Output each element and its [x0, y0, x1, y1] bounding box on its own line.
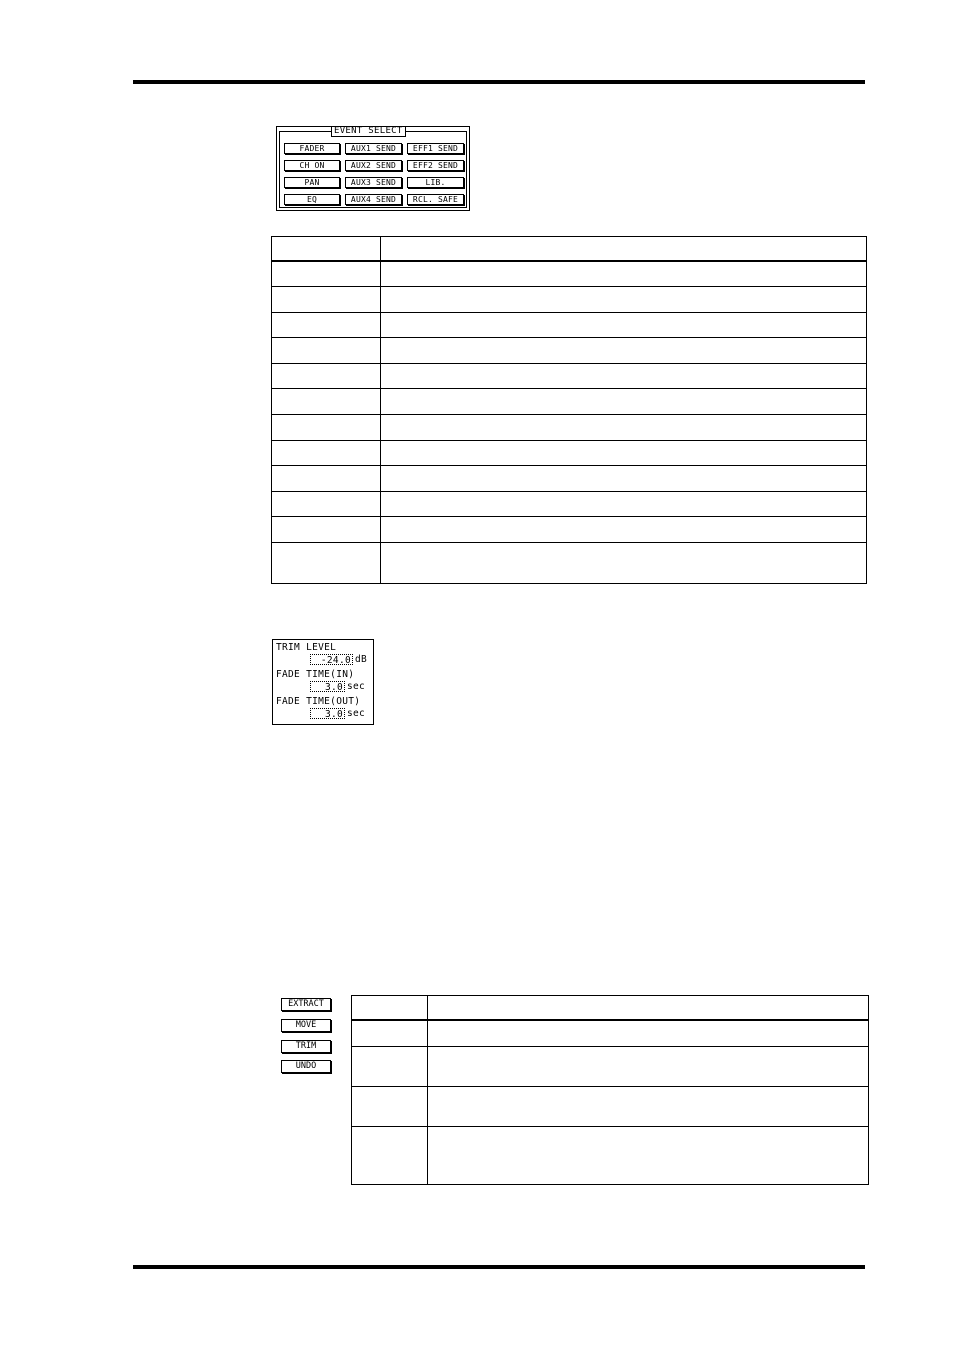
trim-level-value[interactable]: -24.0	[310, 654, 353, 665]
edit-table-column-divider	[427, 996, 428, 1184]
pan-button[interactable]: PAN	[284, 177, 340, 188]
aux4-send-button[interactable]: AUX4 SEND	[345, 194, 402, 205]
fade-settings-panel	[272, 639, 374, 725]
event-select-panel	[276, 126, 470, 211]
aux1-send-button[interactable]: AUX1 SEND	[345, 143, 402, 154]
table-row-line	[272, 491, 866, 492]
undo-button[interactable]: UNDO	[281, 1060, 331, 1073]
event-table	[271, 236, 867, 584]
eff2-send-button[interactable]: EFF2 SEND	[407, 160, 464, 171]
fade-out-label: FADE TIME(OUT)	[276, 696, 361, 707]
move-button[interactable]: MOVE	[281, 1019, 331, 1032]
aux3-send-button[interactable]: AUX3 SEND	[345, 177, 402, 188]
footer-rule	[133, 1265, 865, 1269]
table-row-line	[272, 388, 866, 389]
fader-button[interactable]: FADER	[284, 143, 340, 154]
ch-on-button[interactable]: CH ON	[284, 160, 340, 171]
table-row-line	[272, 286, 866, 287]
table-row-line	[272, 363, 866, 364]
fade-in-value[interactable]: 3.0	[310, 681, 345, 692]
fade-out-value[interactable]: 3.0	[310, 708, 345, 719]
table-row-line	[272, 414, 866, 415]
extract-button[interactable]: EXTRACT	[281, 998, 331, 1011]
fade-in-unit: sec	[347, 681, 366, 692]
table-row-line	[272, 542, 866, 543]
table-row-line	[272, 337, 866, 338]
table-row-line	[272, 440, 866, 441]
table-row-line	[272, 516, 866, 517]
trim-level-label: TRIM LEVEL	[276, 642, 337, 653]
header-rule	[133, 80, 865, 84]
edit-table-header-rule	[352, 1019, 868, 1021]
eff1-send-button[interactable]: EFF1 SEND	[407, 143, 464, 154]
event-table-column-divider	[380, 237, 381, 583]
fade-in-label: FADE TIME(IN)	[276, 669, 355, 680]
event-table-header-rule	[272, 260, 866, 262]
fade-out-unit: sec	[347, 708, 366, 719]
edit-table	[351, 995, 869, 1185]
table-row-line	[352, 1086, 868, 1087]
aux2-send-button[interactable]: AUX2 SEND	[345, 160, 402, 171]
eq-button[interactable]: EQ	[284, 194, 340, 205]
table-row-line	[272, 465, 866, 466]
table-row-line	[272, 312, 866, 313]
rcl-safe-button[interactable]: RCL. SAFE	[407, 194, 464, 205]
lib-button[interactable]: LIB.	[407, 177, 464, 188]
table-row-line	[352, 1046, 868, 1047]
table-row-line	[352, 1126, 868, 1127]
trim-level-unit: dB	[355, 654, 368, 665]
trim-button[interactable]: TRIM	[281, 1040, 331, 1053]
event-select-title: EVENT SELECT	[331, 127, 406, 137]
